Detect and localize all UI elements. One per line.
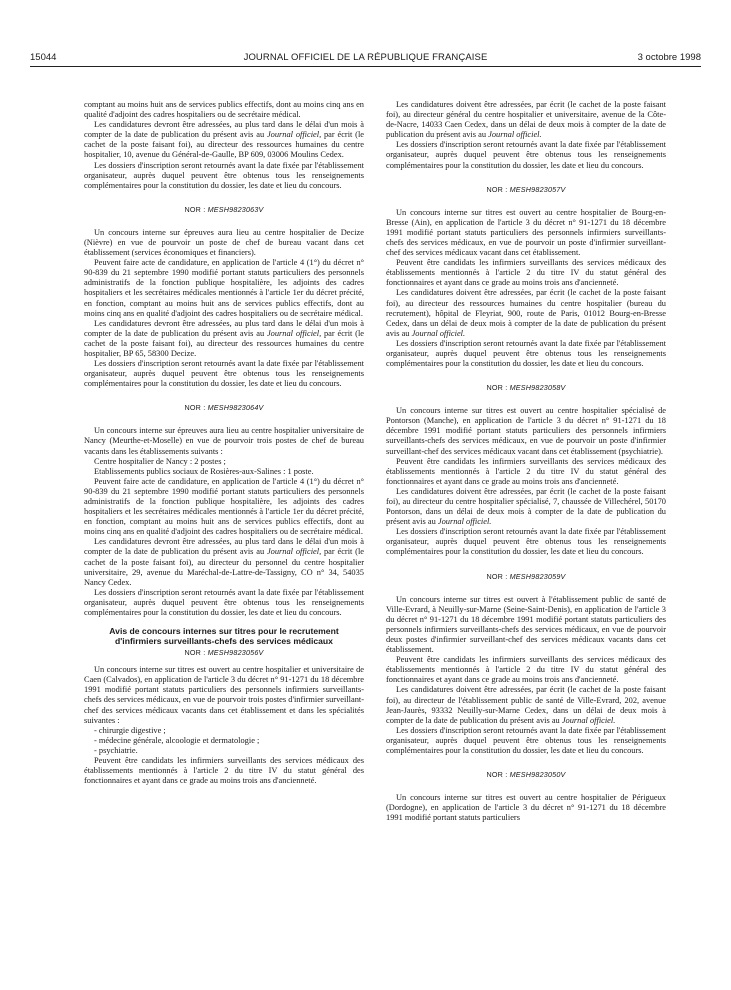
nor-reference: NOR : MESH9823063V — [184, 204, 264, 214]
paragraph: Les dossiers d'inscription seront retournés avant la date fixée par l'établissement organisateur, auprès duquel peuvent être obtenus tous les renseignements complémentaires pour la constitution du dossier, les date et lieu du concours. — [84, 359, 364, 389]
nor-reference: NOR : MESH9823058V — [486, 383, 566, 393]
paragraph: Les candidatures devront être adressées, au plus tard dans le délai d'un mois à compter de la date de publication du présent avis au Journal officiel, par écrit (le cachet de la poste faisant foi), au directeur du personnel du centre hospitalier universitaire, 29, avenue du Maréchal-de-Lattre-de-Tassigny, CO n° 34, 54035 Nancy Cedex. — [84, 537, 364, 587]
nor-reference: NOR : MESH9823056V — [184, 648, 264, 658]
paragraph: Peuvent être candidats les infirmiers surveillants des services médicaux des établissements mentionnés à l'article 2 du titre IV du statut général des fonctionnaires et ayant dans ce grade au moins trois ans d'ancienneté. — [386, 655, 666, 685]
paragraph: Peuvent être candidats les infirmiers surveillants des services médicaux des établissements mentionnés à l'article 2 du titre IV du statut général des fonctionnaires et ayant dans ce grade au moins trois ans d'ancienneté. — [84, 755, 364, 786]
list-item: Centre hospitalier de Nancy : 2 postes ; — [94, 456, 226, 466]
paragraph: Peuvent être candidats les infirmiers surveillants des services médicaux des établissements mentionnés à l'article 2 du titre IV du statut général des fonctionnaires et ayant dans ce grade au moins trois ans d'ancienneté. — [386, 258, 666, 288]
paragraph: comptant au moins huit ans de services publics effectifs, dont au moins cinq ans en qualité d'adjoint des cadres hospitaliers ou de secrétaire médical. — [84, 100, 364, 120]
paragraph: Les candidatures doivent être adressées, par écrit (le cachet de la poste faisant foi), au directeur de l'établissement public de santé de Ville-Evrard, 202, avenue Jean-Jaurès, 93332 Neuilly-sur-Marne Cedex, dans un délai de deux mois à compter de la date de publication du présent avis au Journal officiel. — [386, 685, 666, 725]
paragraph: Un concours interne sur titres est ouvert au centre hospitalier de Bourg-en-Bresse (Ain), en application de l'article 3 du décret n° 91-1271 du 18 décembre 1991 modifié portant statuts particuliers des personnels infirmiers surveillants-chefs des services médicaux, en vue de pourvoir un poste d'infirmier surveillant-chef des services médicaux vacant dans cet établissement. — [386, 207, 666, 258]
paragraph: Les candidatures devront être adressées, au plus tard dans le délai d'un mois à compter de la date de publication du présent avis au Journal officiel, par écrit (le cachet de la poste faisant foi), au directeur des ressources humaines du centre hospitalier, 10, avenue du Général-de-Gaulle, BP 609, 03006 Moulins Cedex. — [84, 120, 364, 160]
paragraph: Un concours interne sur titres est ouvert à l'établissement public de santé de Ville-Evrard, à Neuilly-sur-Marne (Seine-Saint-Denis), en application de l'article 3 du décret n° 91-1271 du 18 décembre 1991 modifié portant statuts particuliers des personnels infirmiers surveillants-chefs des services médicaux, en vue de pourvoir deux postes d'infirmier surveillant-chef des services médicaux vacants dans cet établissement. — [386, 594, 666, 655]
list-item: Etablissements publics sociaux de Rosières-aux-Salines : 1 poste. — [94, 466, 314, 476]
section-title: Avis de concours internes sur titres pour le recrutement d'infirmiers surveillants-chefs des services médicaux — [109, 626, 339, 647]
list-item: - chirurgie digestive ; — [94, 726, 364, 736]
paragraph: Les candidatures devront être adressées, au plus tard dans le délai d'un mois à compter de la date de publication du présent avis au Journal officiel, par écrit (le cachet de la poste faisant foi), au directeur des ressources humaines du centre hospitalier, BP 65, 58300 Decize. — [84, 318, 364, 358]
publication-date: 3 octobre 1998 — [637, 52, 701, 63]
right-column — [386, 100, 666, 823]
paragraph: Les dossiers d'inscription seront retournés avant la date fixée par l'établissement organisateur, auprès duquel peuvent être obtenus tous les renseignements complémentaires pour la constitution du dossier, les date et lieu du concours. — [386, 338, 666, 369]
nor-reference: NOR : MESH9823064V — [184, 403, 264, 413]
specialty-list — [84, 726, 364, 756]
journal-title: JOURNAL OFFICIEL DE LA RÉPUBLIQUE FRANÇAISE — [243, 52, 488, 63]
nor-reference: NOR : MESH9823059V — [486, 571, 566, 581]
paragraph: Les dossiers d'inscription seront retournés avant la date fixée par l'établissement organisateur, auprès duquel peuvent être obtenus tous les renseignements complémentaires pour la constitution du dossier, les date et lieu du concours. — [386, 725, 666, 755]
list-item: - psychiatrie. — [94, 746, 364, 756]
paragraph: Peuvent faire acte de candidature, en application de l'article 4 (1°) du décret n° 90-839 du 21 septembre 1990 modifié portant statuts particuliers des personnels administratifs de la fonction publique hospitalière, les adjoints des cadres hospitaliers et les secrétaires médicales mentionnés à l'article 1er du décret précité, en fonction, comptant au moins huit ans de services publics effectifs, dont au moins cinq ans en qualité d'adjoint des cadres hospitaliers ou de secrétaire médical. — [84, 258, 364, 318]
paragraph: Un concours interne sur titres est ouvert au centre hospitalier de Périgueux (Dordogne), en application de l'article 3 du décret n° 91-1271 du 18 décembre 1991 modifié portant statuts particuliers — [386, 793, 666, 823]
paragraph: Un concours interne sur titres est ouvert au centre hospitalier et universitaire de Caen (Calvados), en application de l'article 3 du décret n° 91-1271 du 18 décembre 1991 modifié portant statuts particuliers des personnels infirmiers surveillants-chefs des services médicaux, en vue de pourvoir trois postes d'infirmier surveillant-chef des services médicaux vacants dans cet établissement et dans les spécialités suivantes : — [84, 665, 364, 725]
list-item: - médecine générale, alcoologie et dermatologie ; — [94, 736, 364, 746]
paragraph: Un concours interne sur épreuves aura lieu au centre hospitalier de Decize (Nièvre) en vue de pourvoir un poste de chef de bureau vacant dans cet établissement (services économiques et financiers). — [84, 227, 364, 258]
paragraph: Les dossiers d'inscription seront retournés avant la date fixée par l'établissement organisateur, auprès duquel peuvent être obtenus tous les renseignements complémentaires pour la constitution du dossier, les date et lieu du concours. — [386, 140, 666, 170]
page-number: 15044 — [30, 52, 57, 63]
paragraph: Les candidatures doivent être adressées, par écrit (le cachet de la poste faisant foi), au directeur des ressources humaines du centre hospitalier (bureau du recrutement), hôpital de Fleyriat, 900, route de Paris, 01012 Bourg-en-Bresse Cedex, dans un délai de deux mois à compter de la date de publication du présent avis au Journal officiel. — [386, 288, 666, 338]
nor-reference: NOR : MESH9823050V — [486, 770, 566, 780]
paragraph: Les dossiers d'inscription seront retournés avant la date fixée par l'établissement organisateur, auprès duquel peuvent être obtenus tous les renseignements complémentaires pour la constitution du dossier, les date et lieu du concours. — [84, 587, 364, 618]
paragraph: Les candidatures doivent être adressées, par écrit (le cachet de la poste faisant foi), au directeur général du centre hospitalier et universitaire, avenue de la Côte-de-Nacre, 14033 Caen Cedex, dans un délai de deux mois à compter de la date de publication du présent avis au Journal officiel. — [386, 100, 666, 140]
paragraph: Peuvent faire acte de candidature, en application de l'article 4 (1°) du décret n° 90-839 du 21 septembre 1990 modifié portant statuts particuliers des personnels administratifs de la fonction publique hospitalière, les adjoints des cadres hospitaliers et les secrétaires médicales mentionnés à l'article 1er du décret précité, en fonction, comptant au moins huit ans de services publics effectifs, dont au moins cinq ans en qualité d'adjoint des cadres hospitaliers ou de secrétaire médical. — [84, 476, 364, 537]
paragraph: Un concours interne sur titres est ouvert au centre hospitalier spécialisé de Pontorson (Manche), en application de l'article 3 du décret n° 91-1271 du 18 décembre 1991 modifié portant statuts particuliers des personnels infirmiers surveillants-chefs des services médicaux, en vue de pourvoir un poste d'infirmier surveillant-chef des services médicaux vacant dans cet établissement (psychiatrie). — [386, 406, 666, 456]
paragraph: Les dossiers d'inscription seront retournés avant la date fixée par l'établissement organisateur, auprès duquel peuvent être obtenus tous les renseignements complémentaires pour la constitution du dossier, les date et lieu du concours. — [386, 527, 666, 557]
paragraph: Les candidatures doivent être adressées, par écrit (le cachet de la poste faisant foi), au directeur du centre hospitalier spécialisé, 7, chaussée de Villechérel, 50170 Pontorson, dans un délai de deux mois à compter de la date de publication du présent avis au Journal officiel. — [386, 486, 666, 527]
paragraph: Les dossiers d'inscription seront retournés avant la date fixée par l'établissement organisateur, auprès duquel peuvent être obtenus tous les renseignements complémentaires pour la constitution du dossier, les date et lieu du concours. — [84, 160, 364, 190]
nor-reference: NOR : MESH9823057V — [486, 184, 566, 194]
header-rule — [30, 66, 701, 67]
page-header — [30, 52, 701, 66]
paragraph: Un concours interne sur épreuves aura lieu au centre hospitalier universitaire de Nancy (Meurthe-et-Moselle) en vue de pourvoir trois postes de chef de bureau vacants dans les établissements suivants : — [84, 426, 364, 456]
left-column — [84, 100, 364, 786]
paragraph: Peuvent être candidats les infirmiers surveillants des services médicaux des établissements mentionnés à l'article 2 du titre IV du statut général des fonctionnaires et ayant dans ce grade au moins trois ans d'ancienneté. — [386, 456, 666, 486]
